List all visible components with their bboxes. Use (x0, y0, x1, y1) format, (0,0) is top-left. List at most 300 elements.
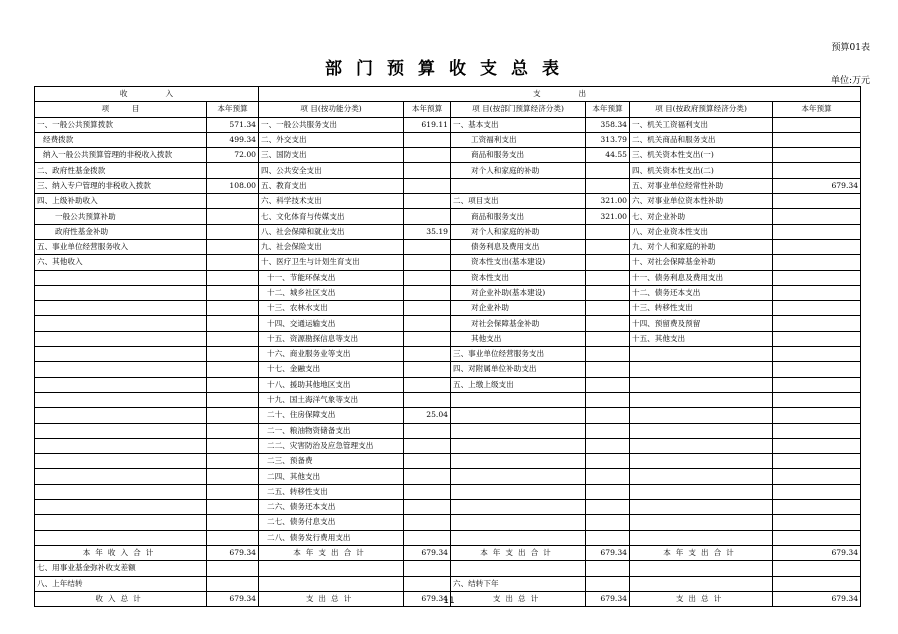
dept-budget-cell (586, 469, 630, 484)
dept-budget-cell (586, 377, 630, 392)
dept-item-cell: 对社会保障基金补助 (451, 316, 586, 331)
func-item-cell (259, 576, 404, 591)
income-item-cell: 三、纳入专户管理的非税收入拨款 (35, 178, 207, 193)
dept-budget-cell (586, 270, 630, 285)
income-budget-cell: 571.34 (207, 117, 259, 132)
col-func-budget: 本年预算 (404, 102, 451, 117)
col-gov-budget: 本年预算 (773, 102, 861, 117)
income-item-cell (35, 408, 207, 423)
dept-budget-cell (586, 239, 630, 254)
dept-budget-cell: 321.00 (586, 194, 630, 209)
income-item-cell (35, 423, 207, 438)
dept-budget-cell (586, 454, 630, 469)
income-budget-cell (207, 438, 259, 453)
table-row (35, 270, 861, 285)
func-item-cell: 一、一般公共服务支出 (259, 117, 404, 132)
table-row (35, 438, 861, 453)
dept-total-label: 本年支出合计 (451, 545, 586, 560)
form-code: 预算01表 (831, 43, 870, 53)
income-item-cell (35, 347, 207, 362)
gov-budget-cell (773, 148, 861, 163)
income-budget-cell (207, 362, 259, 377)
func-budget-cell (404, 576, 451, 591)
func-budget-cell (404, 469, 451, 484)
dept-item-cell: 工资福利支出 (451, 132, 586, 147)
dept-item-cell: 对企业补助(基本建设) (451, 285, 586, 300)
header-row-2 (35, 102, 861, 117)
income-budget-cell: 499.34 (207, 132, 259, 147)
table-row (35, 194, 861, 209)
dept-item-cell: 一、基本支出 (451, 117, 586, 132)
dept-budget-cell (586, 362, 630, 377)
table-row (35, 163, 861, 178)
gov-budget-cell (773, 347, 861, 362)
income-item-cell: 五、事业单位经营服务收入 (35, 239, 207, 254)
income-budget-cell (207, 194, 259, 209)
func-item-cell: 二三、预备费 (259, 454, 404, 469)
dept-item-cell (451, 500, 586, 515)
gov-budget-cell (773, 163, 861, 178)
income-budget-cell (207, 576, 259, 591)
gov-budget-cell (773, 362, 861, 377)
income-item-cell: 一般公共预算补助 (35, 209, 207, 224)
income-item-cell (35, 270, 207, 285)
gov-item-cell: 六、对事业单位资本性补助 (630, 194, 773, 209)
dept-grand-value: 679.34 (586, 591, 630, 606)
gov-budget-cell (773, 209, 861, 224)
dept-item-cell (451, 423, 586, 438)
table-row (35, 576, 861, 591)
table-row (35, 255, 861, 270)
income-budget-cell (207, 454, 259, 469)
income-budget-cell (207, 270, 259, 285)
col-func-item: 项 目(按功能分类) (259, 102, 404, 117)
page-number: 11 (443, 596, 455, 606)
gov-budget-cell (773, 530, 861, 545)
income-budget-cell (207, 224, 259, 239)
dept-budget-cell (586, 530, 630, 545)
func-item-cell: 十一、节能环保支出 (259, 270, 404, 285)
table-row (35, 515, 861, 530)
func-budget-cell (404, 515, 451, 530)
dept-budget-cell (586, 392, 630, 407)
gov-item-cell: 九、对个人和家庭的补助 (630, 239, 773, 254)
income-item-cell: 一、一般公共预算拨款 (35, 117, 207, 132)
table-row (35, 285, 861, 300)
income-item-cell (35, 377, 207, 392)
func-item-cell: 八、社会保障和就业支出 (259, 224, 404, 239)
gov-item-cell: 八、对企业资本性支出 (630, 224, 773, 239)
dept-budget-cell (586, 285, 630, 300)
func-budget-cell (404, 239, 451, 254)
dept-item-cell (451, 469, 586, 484)
income-budget-cell (207, 239, 259, 254)
gov-item-cell (630, 438, 773, 453)
dept-budget-cell (586, 301, 630, 316)
income-item-cell (35, 316, 207, 331)
func-budget-cell (404, 423, 451, 438)
func-budget-cell (404, 500, 451, 515)
func-budget-cell: 35.19 (404, 224, 451, 239)
dept-budget-cell (586, 316, 630, 331)
table-row (35, 362, 861, 377)
dept-budget-cell (586, 576, 630, 591)
func-item-cell: 十四、交通运输支出 (259, 316, 404, 331)
income-budget-cell (207, 163, 259, 178)
table-row (35, 408, 861, 423)
func-item-cell: 二、外交支出 (259, 132, 404, 147)
income-total-label: 本年收入合计 (35, 545, 207, 560)
dept-budget-cell (586, 423, 630, 438)
col-dept-item: 项 目(按部门预算经济分类) (451, 102, 586, 117)
gov-grand-value: 679.34 (773, 591, 861, 606)
dept-total-value: 679.34 (586, 545, 630, 560)
income-item-cell: 经费拨款 (35, 132, 207, 147)
func-budget-cell (404, 438, 451, 453)
income-item-cell: 六、其他收入 (35, 255, 207, 270)
dept-item-cell: 对个人和家庭的补助 (451, 224, 586, 239)
func-item-cell: 二二、灾害防治及应急管理支出 (259, 438, 404, 453)
func-budget-cell (404, 301, 451, 316)
dept-budget-cell: 44.55 (586, 148, 630, 163)
gov-item-cell: 十五、其他支出 (630, 331, 773, 346)
func-budget-cell (404, 331, 451, 346)
income-budget-cell (207, 347, 259, 362)
gov-budget-cell (773, 561, 861, 576)
dept-budget-cell (586, 178, 630, 193)
income-grand-label: 收入总计 (35, 591, 207, 606)
table-row (35, 117, 861, 132)
gov-budget-cell (773, 576, 861, 591)
gov-item-cell (630, 423, 773, 438)
func-budget-cell (404, 178, 451, 193)
income-item-cell: 政府性基金补助 (35, 224, 207, 239)
func-budget-cell (404, 194, 451, 209)
gov-budget-cell (773, 239, 861, 254)
func-item-cell: 十二、城乡社区支出 (259, 285, 404, 300)
func-item-cell: 二四、其他支出 (259, 469, 404, 484)
gov-budget-cell (773, 301, 861, 316)
gov-item-cell (630, 362, 773, 377)
income-budget-cell (207, 316, 259, 331)
income-item-cell: 四、上级补助收入 (35, 194, 207, 209)
table-row (35, 209, 861, 224)
income-budget-cell (207, 255, 259, 270)
func-budget-cell (404, 561, 451, 576)
dept-item-cell (451, 561, 586, 576)
dept-item-cell: 债务利息及费用支出 (451, 239, 586, 254)
gov-item-cell: 十一、债务利息及费用支出 (630, 270, 773, 285)
table-row (35, 454, 861, 469)
income-item-cell: 二、政府性基金拨款 (35, 163, 207, 178)
income-item-cell (35, 469, 207, 484)
dept-item-cell: 商品和服务支出 (451, 148, 586, 163)
table-row (35, 178, 861, 193)
dept-item-cell: 四、对附属单位补助支出 (451, 362, 586, 377)
gov-item-cell (630, 515, 773, 530)
table-row (35, 239, 861, 254)
income-budget-cell (207, 515, 259, 530)
func-budget-cell (404, 530, 451, 545)
expense-header: 支 出 (259, 87, 861, 102)
func-item-cell: 五、教育支出 (259, 178, 404, 193)
table-row (35, 377, 861, 392)
col-dept-budget: 本年预算 (586, 102, 630, 117)
func-item-cell: 二十、住房保障支出 (259, 408, 404, 423)
income-budget-cell (207, 331, 259, 346)
dept-item-cell: 三、事业单位经营服务支出 (451, 347, 586, 362)
dept-item-cell: 六、结转下年 (451, 576, 586, 591)
income-total-value: 679.34 (207, 545, 259, 560)
dept-item-cell (451, 484, 586, 499)
income-budget-cell (207, 392, 259, 407)
income-budget-cell (207, 484, 259, 499)
gov-total-label: 本年支出合计 (630, 545, 773, 560)
income-grand-value: 679.34 (207, 591, 259, 606)
income-budget-cell: 108.00 (207, 178, 259, 193)
table-row (35, 224, 861, 239)
table-row (35, 392, 861, 407)
table-row (35, 331, 861, 346)
gov-item-cell: 三、机关资本性支出(一) (630, 148, 773, 163)
func-budget-cell (404, 347, 451, 362)
gov-item-cell (630, 347, 773, 362)
income-item-cell (35, 500, 207, 515)
income-item-cell: 纳入一般公共预算管理的非税收入拨款 (35, 148, 207, 163)
gov-budget-cell (773, 377, 861, 392)
gov-budget-cell (773, 255, 861, 270)
gov-item-cell: 十、对社会保障基金补助 (630, 255, 773, 270)
table-row (35, 316, 861, 331)
total-row (35, 545, 861, 560)
func-budget-cell (404, 484, 451, 499)
gov-budget-cell (773, 454, 861, 469)
gov-budget-cell (773, 469, 861, 484)
col-gov-item: 项 目(按政府预算经济分类) (630, 102, 773, 117)
gov-budget-cell (773, 132, 861, 147)
func-budget-cell (404, 454, 451, 469)
income-item-cell: 八、上年结转 (35, 576, 207, 591)
table-row (35, 148, 861, 163)
gov-item-cell (630, 484, 773, 499)
income-budget-cell (207, 561, 259, 576)
gov-budget-cell (773, 484, 861, 499)
gov-item-cell (630, 530, 773, 545)
gov-budget-cell (773, 316, 861, 331)
func-budget-cell (404, 132, 451, 147)
func-item-cell (259, 561, 404, 576)
dept-grand-label: 支出总计 (451, 591, 586, 606)
func-grand-value: 679.34 (404, 591, 451, 606)
func-total-value: 679.34 (404, 545, 451, 560)
func-budget-cell (404, 255, 451, 270)
table-row (35, 469, 861, 484)
income-item-cell (35, 438, 207, 453)
dept-budget-cell (586, 515, 630, 530)
dept-budget-cell (586, 224, 630, 239)
gov-item-cell: 十二、债务还本支出 (630, 285, 773, 300)
dept-item-cell: 对个人和家庭的补助 (451, 163, 586, 178)
income-header: 收 入 (35, 87, 259, 102)
gov-grand-label: 支出总计 (630, 591, 773, 606)
dept-item-cell (451, 530, 586, 545)
func-item-cell: 十九、国土海洋气象等支出 (259, 392, 404, 407)
gov-item-cell (630, 392, 773, 407)
income-budget-cell (207, 209, 259, 224)
gov-item-cell: 一、机关工资福利支出 (630, 117, 773, 132)
gov-budget-cell (773, 408, 861, 423)
table-row (35, 132, 861, 147)
page-title: 部门预算收支总表 (325, 59, 573, 79)
func-item-cell: 十五、资源勘探信息等支出 (259, 331, 404, 346)
income-item-cell (35, 454, 207, 469)
gov-budget-cell (773, 285, 861, 300)
dept-budget-cell: 313.79 (586, 132, 630, 147)
income-budget-cell (207, 500, 259, 515)
gov-budget-cell (773, 331, 861, 346)
func-total-label: 本年支出合计 (259, 545, 404, 560)
func-budget-cell (404, 316, 451, 331)
func-budget-cell (404, 392, 451, 407)
func-item-cell: 二一、粮油物资储备支出 (259, 423, 404, 438)
unit-label: 单位:万元 (830, 76, 870, 86)
gov-item-cell: 七、对企业补助 (630, 209, 773, 224)
func-item-cell: 二六、债务还本支出 (259, 500, 404, 515)
dept-item-cell: 商品和服务支出 (451, 209, 586, 224)
func-item-cell: 十三、农林水支出 (259, 301, 404, 316)
dept-budget-cell (586, 255, 630, 270)
func-item-cell: 三、国防支出 (259, 148, 404, 163)
func-item-cell: 九、社会保险支出 (259, 239, 404, 254)
func-item-cell: 二八、债务发行费用支出 (259, 530, 404, 545)
dept-budget-cell: 358.34 (586, 117, 630, 132)
income-budget-cell (207, 301, 259, 316)
gov-budget-cell (773, 117, 861, 132)
dept-item-cell: 二、项目支出 (451, 194, 586, 209)
gov-item-cell: 四、机关资本性支出(二) (630, 163, 773, 178)
gov-budget-cell (773, 515, 861, 530)
dept-budget-cell (586, 438, 630, 453)
gov-item-cell (630, 576, 773, 591)
income-item-cell (35, 362, 207, 377)
budget-table (34, 86, 861, 607)
income-budget-cell (207, 408, 259, 423)
col-income-item: 项 目 (35, 102, 207, 117)
func-item-cell: 六、科学技术支出 (259, 194, 404, 209)
func-budget-cell: 25.04 (404, 408, 451, 423)
gov-item-cell (630, 469, 773, 484)
income-item-cell: 七、用事业基金弥补收支差额 (35, 561, 207, 576)
dept-budget-cell (586, 500, 630, 515)
income-item-cell (35, 392, 207, 407)
income-item-cell (35, 285, 207, 300)
dept-item-cell: 资本性支出(基本建设) (451, 255, 586, 270)
gov-item-cell (630, 454, 773, 469)
func-budget-cell (404, 285, 451, 300)
income-budget-cell (207, 377, 259, 392)
dept-item-cell: 对企业补助 (451, 301, 586, 316)
gov-budget-cell (773, 270, 861, 285)
func-item-cell: 十七、金融支出 (259, 362, 404, 377)
dept-item-cell (451, 438, 586, 453)
gov-budget-cell (773, 194, 861, 209)
dept-budget-cell (586, 347, 630, 362)
gov-budget-cell (773, 423, 861, 438)
func-item-cell: 四、公共安全支出 (259, 163, 404, 178)
gov-item-cell: 二、机关商品和服务支出 (630, 132, 773, 147)
income-item-cell (35, 484, 207, 499)
gov-item-cell (630, 408, 773, 423)
func-item-cell: 二五、转移性支出 (259, 484, 404, 499)
gov-total-value: 679.34 (773, 545, 861, 560)
income-budget-cell (207, 530, 259, 545)
func-budget-cell (404, 163, 451, 178)
header-row-1 (35, 87, 861, 102)
dept-budget-cell (586, 163, 630, 178)
func-budget-cell (404, 209, 451, 224)
dept-item-cell (451, 392, 586, 407)
func-grand-label: 支出总计 (259, 591, 404, 606)
income-budget-cell (207, 423, 259, 438)
table-row (35, 561, 861, 576)
gov-budget-cell (773, 224, 861, 239)
income-budget-cell: 72.00 (207, 148, 259, 163)
dept-budget-cell (586, 561, 630, 576)
gov-budget-cell (773, 438, 861, 453)
gov-item-cell (630, 500, 773, 515)
func-item-cell: 七、文化体育与传媒支出 (259, 209, 404, 224)
func-item-cell: 二七、债务付息支出 (259, 515, 404, 530)
dept-item-cell (451, 515, 586, 530)
dept-budget-cell: 321.00 (586, 209, 630, 224)
table-row (35, 484, 861, 499)
table-row (35, 301, 861, 316)
income-item-cell (35, 331, 207, 346)
func-budget-cell: 619.11 (404, 117, 451, 132)
table-row (35, 423, 861, 438)
table-row (35, 500, 861, 515)
col-income-budget: 本年预算 (207, 102, 259, 117)
gov-item-cell (630, 377, 773, 392)
func-budget-cell (404, 362, 451, 377)
dept-budget-cell (586, 484, 630, 499)
dept-item-cell (451, 408, 586, 423)
dept-item-cell: 五、上缴上级支出 (451, 377, 586, 392)
table-row (35, 530, 861, 545)
gov-budget-cell (773, 392, 861, 407)
gov-budget-cell (773, 500, 861, 515)
func-item-cell: 十、医疗卫生与计划生育支出 (259, 255, 404, 270)
gov-budget-cell: 679.34 (773, 178, 861, 193)
dept-budget-cell (586, 331, 630, 346)
income-item-cell (35, 301, 207, 316)
dept-item-cell (451, 454, 586, 469)
func-item-cell: 十八、援助其他地区支出 (259, 377, 404, 392)
gov-item-cell: 五、对事业单位经常性补助 (630, 178, 773, 193)
func-item-cell: 十六、商业服务业等支出 (259, 347, 404, 362)
func-budget-cell (404, 270, 451, 285)
func-budget-cell (404, 377, 451, 392)
income-budget-cell (207, 285, 259, 300)
func-budget-cell (404, 148, 451, 163)
dept-item-cell: 其他支出 (451, 331, 586, 346)
income-item-cell (35, 530, 207, 545)
income-item-cell (35, 515, 207, 530)
gov-item-cell: 十三、转移性支出 (630, 301, 773, 316)
income-budget-cell (207, 469, 259, 484)
gov-item-cell (630, 561, 773, 576)
table-row (35, 347, 861, 362)
